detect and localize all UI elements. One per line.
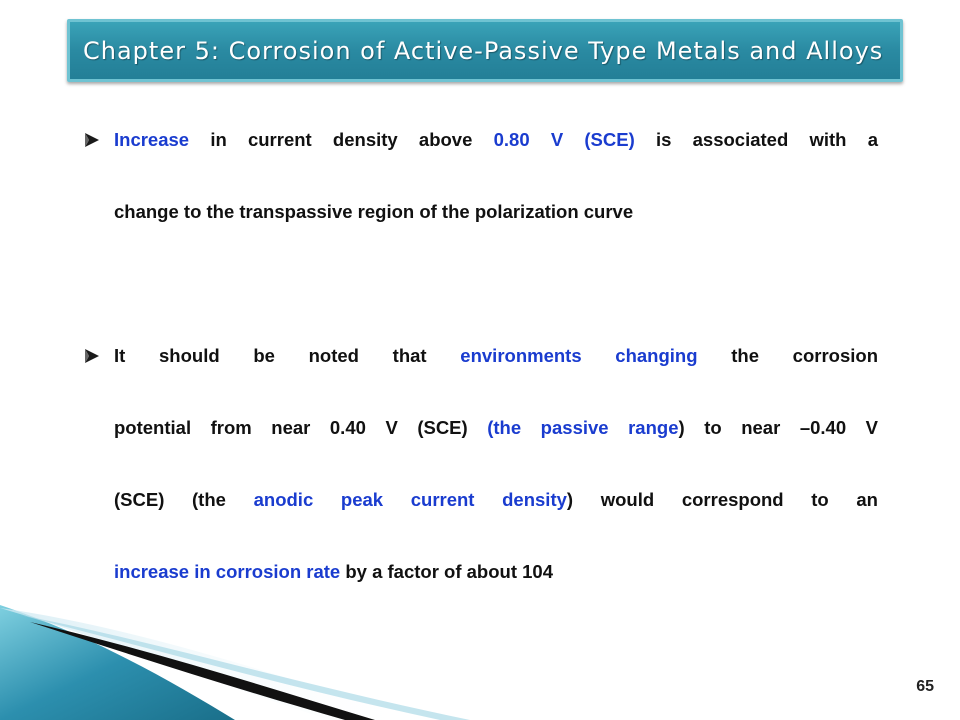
text-span: (the passive range: [487, 417, 679, 438]
bullet-item-1: [84, 129, 878, 273]
arrow-bullet-icon: [84, 345, 100, 367]
bullet-2-line-1: [114, 345, 878, 417]
text-span: 0.80 V (SCE): [493, 129, 635, 150]
slide-title: Chapter 5: Corrosion of Active-Passive Type Metals and Alloys: [83, 36, 884, 65]
text-span: is associated with a: [634, 129, 878, 150]
bullet-1-line-2: change to the transpassive region of the polarization curve: [114, 201, 634, 222]
decorative-swoosh: [0, 600, 960, 720]
text-span: ) would correspond to an: [566, 489, 878, 510]
text-span: ) to near –0.40 V: [678, 417, 878, 438]
page-number: 65: [916, 678, 934, 695]
arrow-bullet-icon: [84, 129, 100, 151]
text-span: Increase: [114, 129, 190, 150]
text-span: anodic peak current density: [253, 489, 567, 510]
text-span: the corrosion: [697, 345, 879, 366]
text-span: (SCE) (the: [114, 489, 254, 510]
text-span: potential from near 0.40 V (SCE): [114, 417, 488, 438]
text-span: by a factor of about 104: [340, 561, 553, 582]
bullet-1-line-1: [114, 129, 878, 201]
bullet-2-line-3: [114, 489, 878, 561]
text-span: environments changing: [460, 345, 698, 366]
slide-title-box: [67, 19, 903, 82]
bullet-2-line-2: [114, 417, 878, 489]
bullet-item-2: [84, 345, 878, 633]
text-span: It should be noted that: [114, 345, 461, 366]
text-span: in current density above: [189, 129, 494, 150]
text-span: increase in corrosion rate: [114, 561, 341, 582]
